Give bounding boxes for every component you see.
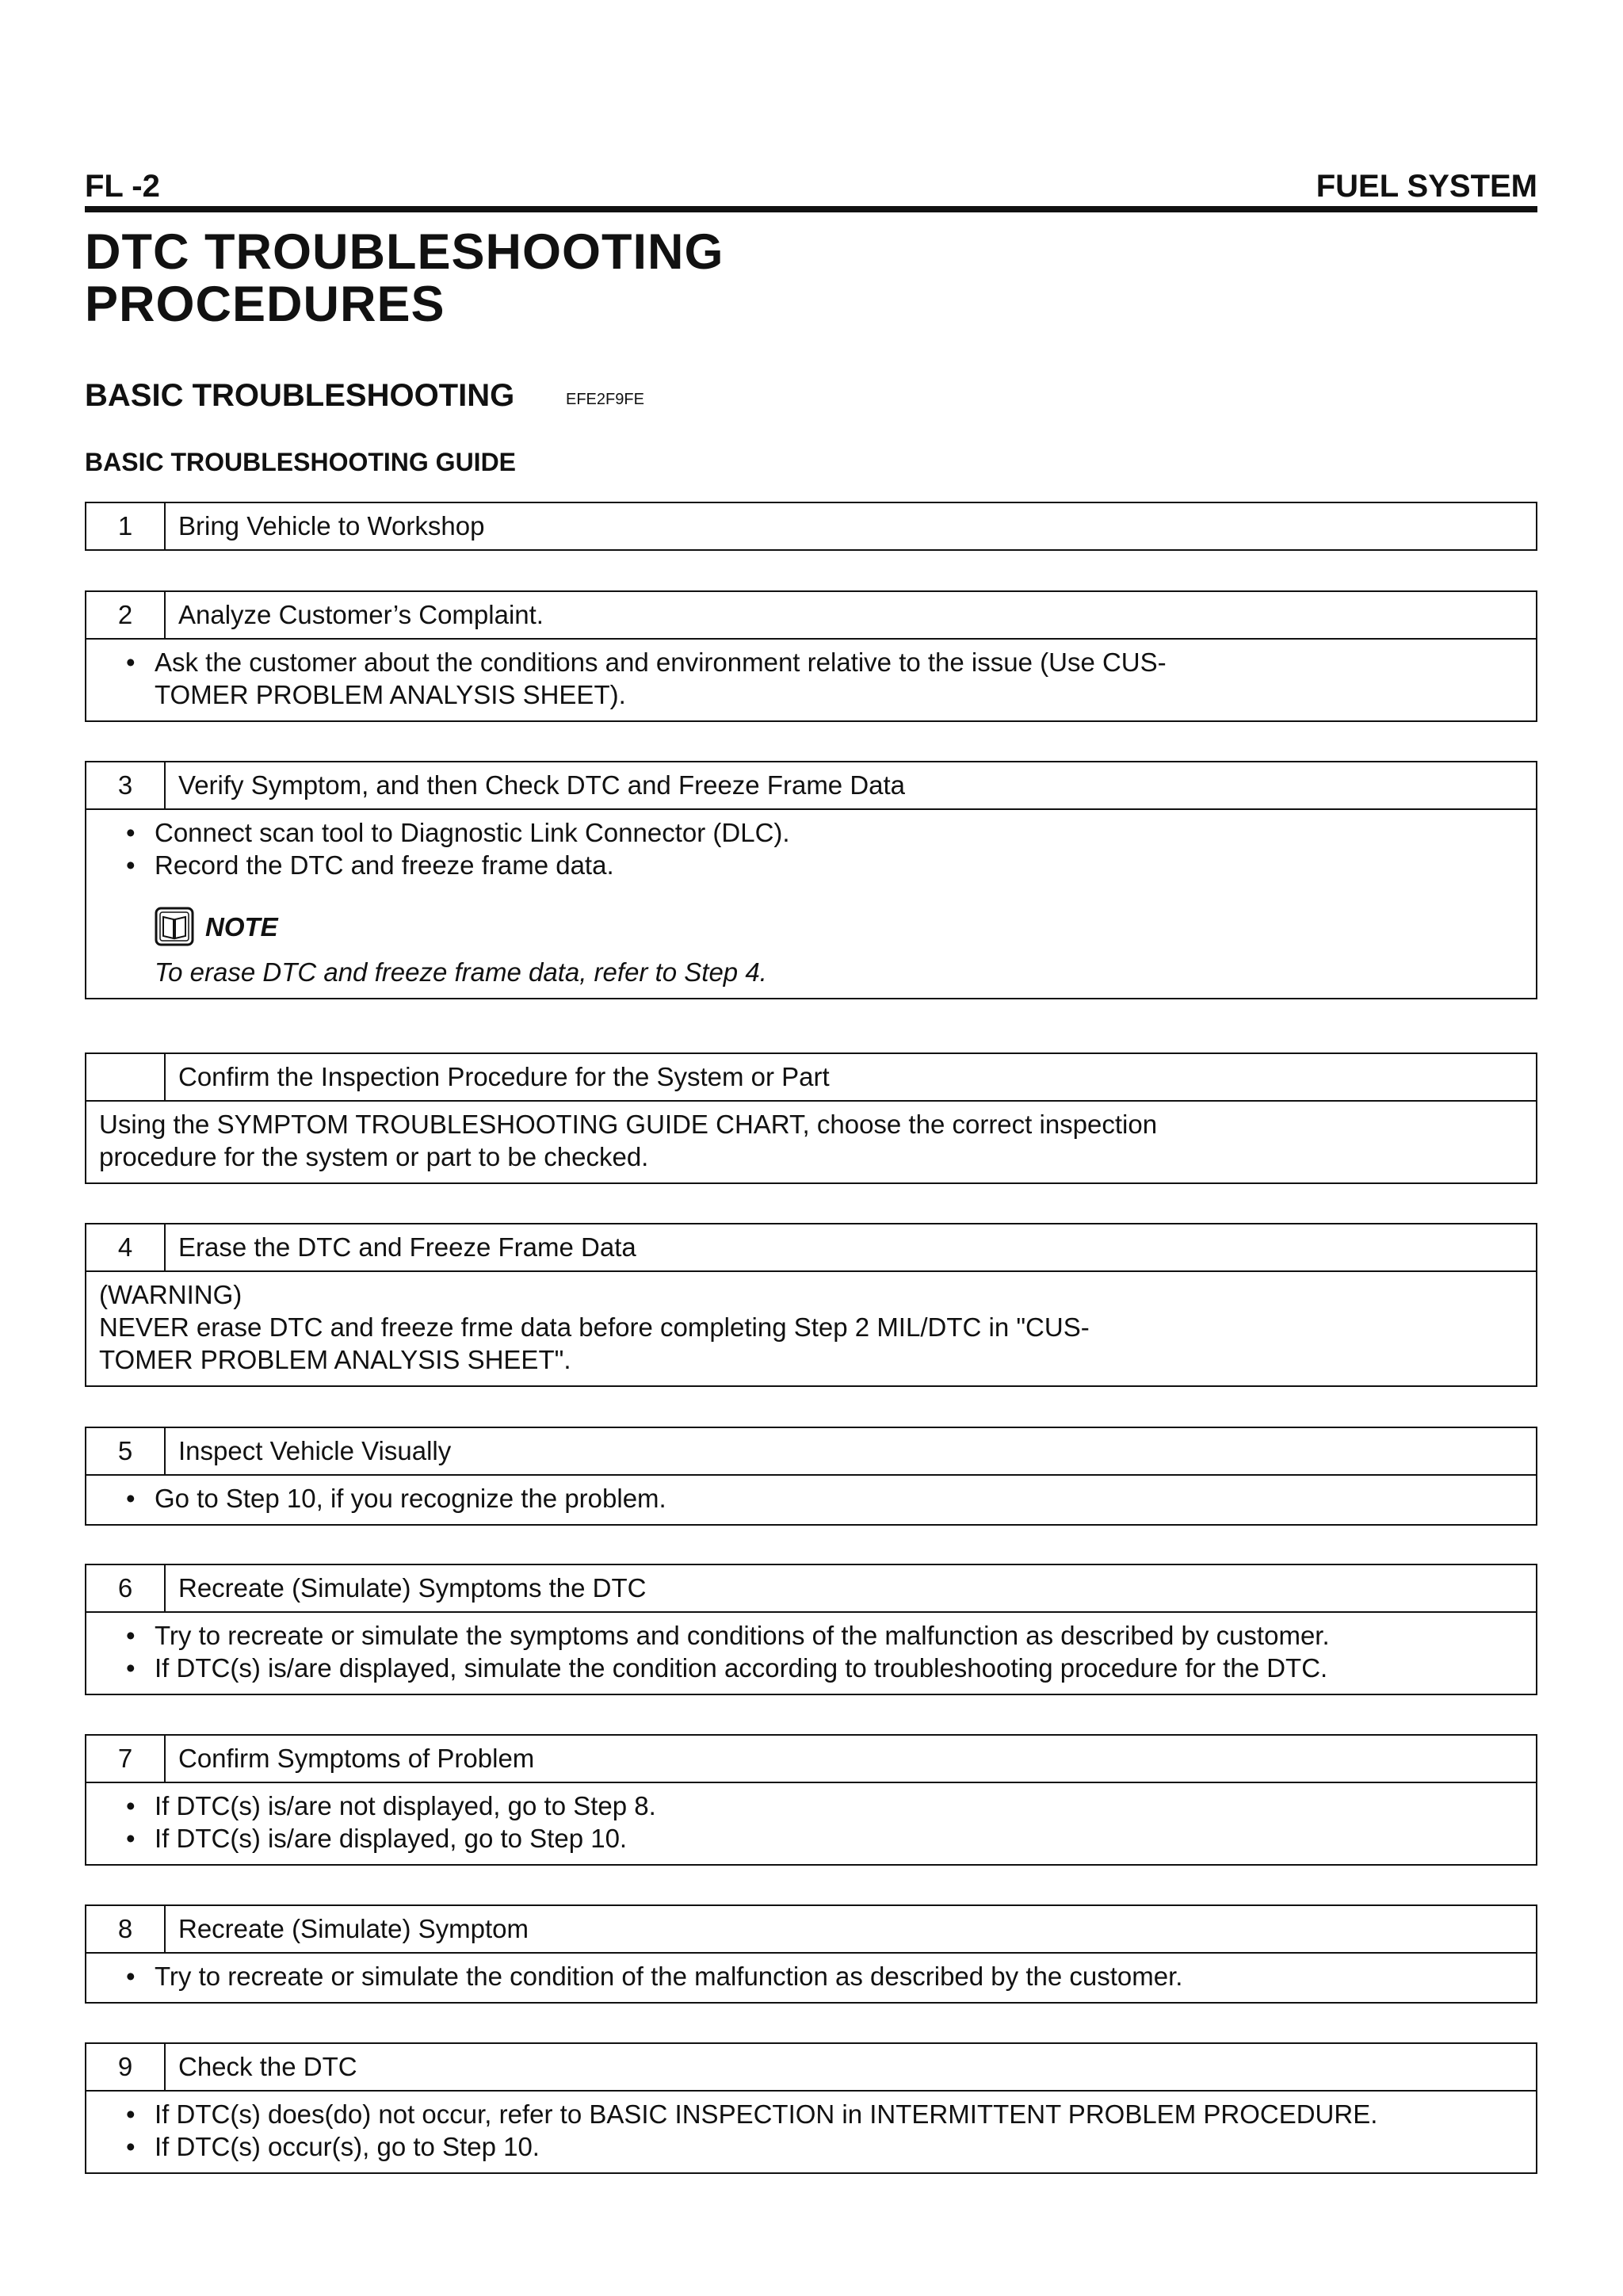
bullet-icon: • [126, 818, 136, 847]
bullet-icon: • [126, 648, 136, 677]
step-title: Confirm the Inspection Procedure for the System or Part [178, 1062, 830, 1091]
step-number [86, 1054, 166, 1100]
note-text: To erase DTC and freeze frame data, refer to Step 4. [155, 957, 767, 987]
section-code: EFE2F9FE [566, 391, 644, 408]
step-body [86, 1613, 1536, 1694]
step-box-3 [85, 761, 1537, 999]
bullet-continuation: TOMER PROBLEM ANALYSIS SHEET). [155, 680, 626, 709]
section-title: BASIC TROUBLESHOOTING [85, 378, 515, 413]
step-title: Check the DTC [178, 2052, 357, 2081]
step-header [86, 1054, 1536, 1102]
body-line: Using the SYMPTOM TROUBLESHOOTING GUIDE CHART, choose the correct inspection [99, 1110, 1158, 1139]
bullet-item: • If DTC(s) is/are not displayed, go to Step 8. [126, 1791, 656, 1820]
bullet-item: • If DTC(s) is/are displayed, go to Step 10. [126, 1824, 628, 1853]
system-name: FUEL SYSTEM [1316, 169, 1537, 204]
step-title: Bring Vehicle to Workshop [178, 511, 485, 541]
page-header [85, 168, 1537, 208]
step-title: Confirm Symptoms of Problem [178, 1744, 535, 1773]
bullet-icon: • [126, 1824, 136, 1853]
step-title: Analyze Customer’s Complaint. [178, 600, 544, 629]
step-header [86, 1736, 1536, 1783]
bullet-item: • If DTC(s) is/are displayed, simulate the condition according to troubleshooting procedure for the DTC. [126, 1653, 1328, 1683]
header-rule [85, 206, 1537, 212]
step-title: Erase the DTC and Freeze Frame Data [178, 1232, 636, 1262]
step-body [86, 1954, 1536, 2002]
bullet-item: • Ask the customer about the conditions and environment relative to the issue (Use CUS- [126, 648, 1167, 677]
step-body [86, 1783, 1536, 1864]
step-header [86, 1906, 1536, 1954]
step-number: 3 [86, 762, 166, 808]
body-line: TOMER PROBLEM ANALYSIS SHEET". [99, 1345, 571, 1374]
note-label: NOTE [205, 911, 278, 942]
step-box-2 [85, 590, 1537, 722]
step-box-inspection-procedure [85, 1052, 1537, 1184]
step-body [86, 1476, 1536, 1524]
step-number: 5 [86, 1428, 166, 1474]
page-title [85, 226, 724, 330]
page-code: FL -2 [85, 169, 160, 204]
subsection-title: BASIC TROUBLESHOOTING GUIDE [85, 448, 517, 476]
step-number: 7 [86, 1736, 166, 1782]
bullet-icon: • [126, 850, 136, 880]
step-header [86, 2044, 1536, 2092]
step-header [86, 1428, 1536, 1476]
step-title: Recreate (Simulate) Symptom [178, 1914, 529, 1943]
step-box-7 [85, 1734, 1537, 1866]
step-header [86, 592, 1536, 640]
step-box-5 [85, 1427, 1537, 1526]
step-number: 8 [86, 1906, 166, 1952]
step-number: 9 [86, 2044, 166, 2090]
step-body [86, 640, 1536, 720]
note-block [86, 905, 1536, 988]
bullet-icon: • [126, 1484, 136, 1513]
bullet-item: • Try to recreate or simulate the symptoms and conditions of the malfunction as described by customer. [126, 1621, 1330, 1650]
step-box-9 [85, 2042, 1537, 2174]
step-number: 2 [86, 592, 166, 638]
bullet-item: • Connect scan tool to Diagnostic Link Connector (DLC). [126, 818, 790, 847]
bullet-icon: • [126, 1962, 136, 1991]
page-title-line-1: DTC TROUBLESHOOTING [85, 224, 724, 280]
step-box-8 [85, 1904, 1537, 2004]
step-title: Verify Symptom, and then Check DTC and Freeze Frame Data [178, 770, 906, 800]
step-body [86, 810, 1536, 998]
step-header [86, 762, 1536, 810]
step-title: Recreate (Simulate) Symptoms the DTC [178, 1573, 647, 1603]
step-header [86, 1565, 1536, 1613]
bullet-item: • If DTC(s) occur(s), go to Step 10. [126, 2132, 540, 2161]
book-note-icon [155, 907, 194, 946]
bullet-item: • Record the DTC and freeze frame data. [126, 850, 614, 880]
step-box-4 [85, 1223, 1537, 1387]
step-number: 6 [86, 1565, 166, 1611]
bullet-icon: • [126, 1791, 136, 1820]
warning-label: (WARNING) [99, 1280, 242, 1309]
step-title: Inspect Vehicle Visually [178, 1436, 452, 1465]
body-line: NEVER erase DTC and freeze frme data before completing Step 2 MIL/DTC in "CUS- [99, 1312, 1090, 1342]
step-header [86, 1224, 1536, 1272]
step-box-6 [85, 1564, 1537, 1695]
bullet-item: • Try to recreate or simulate the condition of the malfunction as described by the customer. [126, 1962, 1183, 1991]
step-body [86, 2092, 1536, 2172]
step-body [86, 1102, 1536, 1182]
body-line: procedure for the system or part to be checked. [99, 1142, 649, 1171]
step-header [86, 503, 1536, 549]
bullet-icon: • [126, 1621, 136, 1650]
step-body [86, 1272, 1536, 1385]
bullet-item: • If DTC(s) does(do) not occur, refer to BASIC INSPECTION in INTERMITTENT PROBLEM PROCEDURE. [126, 2099, 1378, 2129]
step-box-1 [85, 502, 1537, 551]
bullet-icon: • [126, 2132, 136, 2161]
bullet-item: • Go to Step 10, if you recognize the problem. [126, 1484, 666, 1513]
bullet-icon: • [126, 2099, 136, 2129]
step-number: 1 [86, 503, 166, 549]
bullet-icon: • [126, 1653, 136, 1683]
step-number: 4 [86, 1224, 166, 1270]
page-title-line-2: PROCEDURES [85, 277, 445, 332]
